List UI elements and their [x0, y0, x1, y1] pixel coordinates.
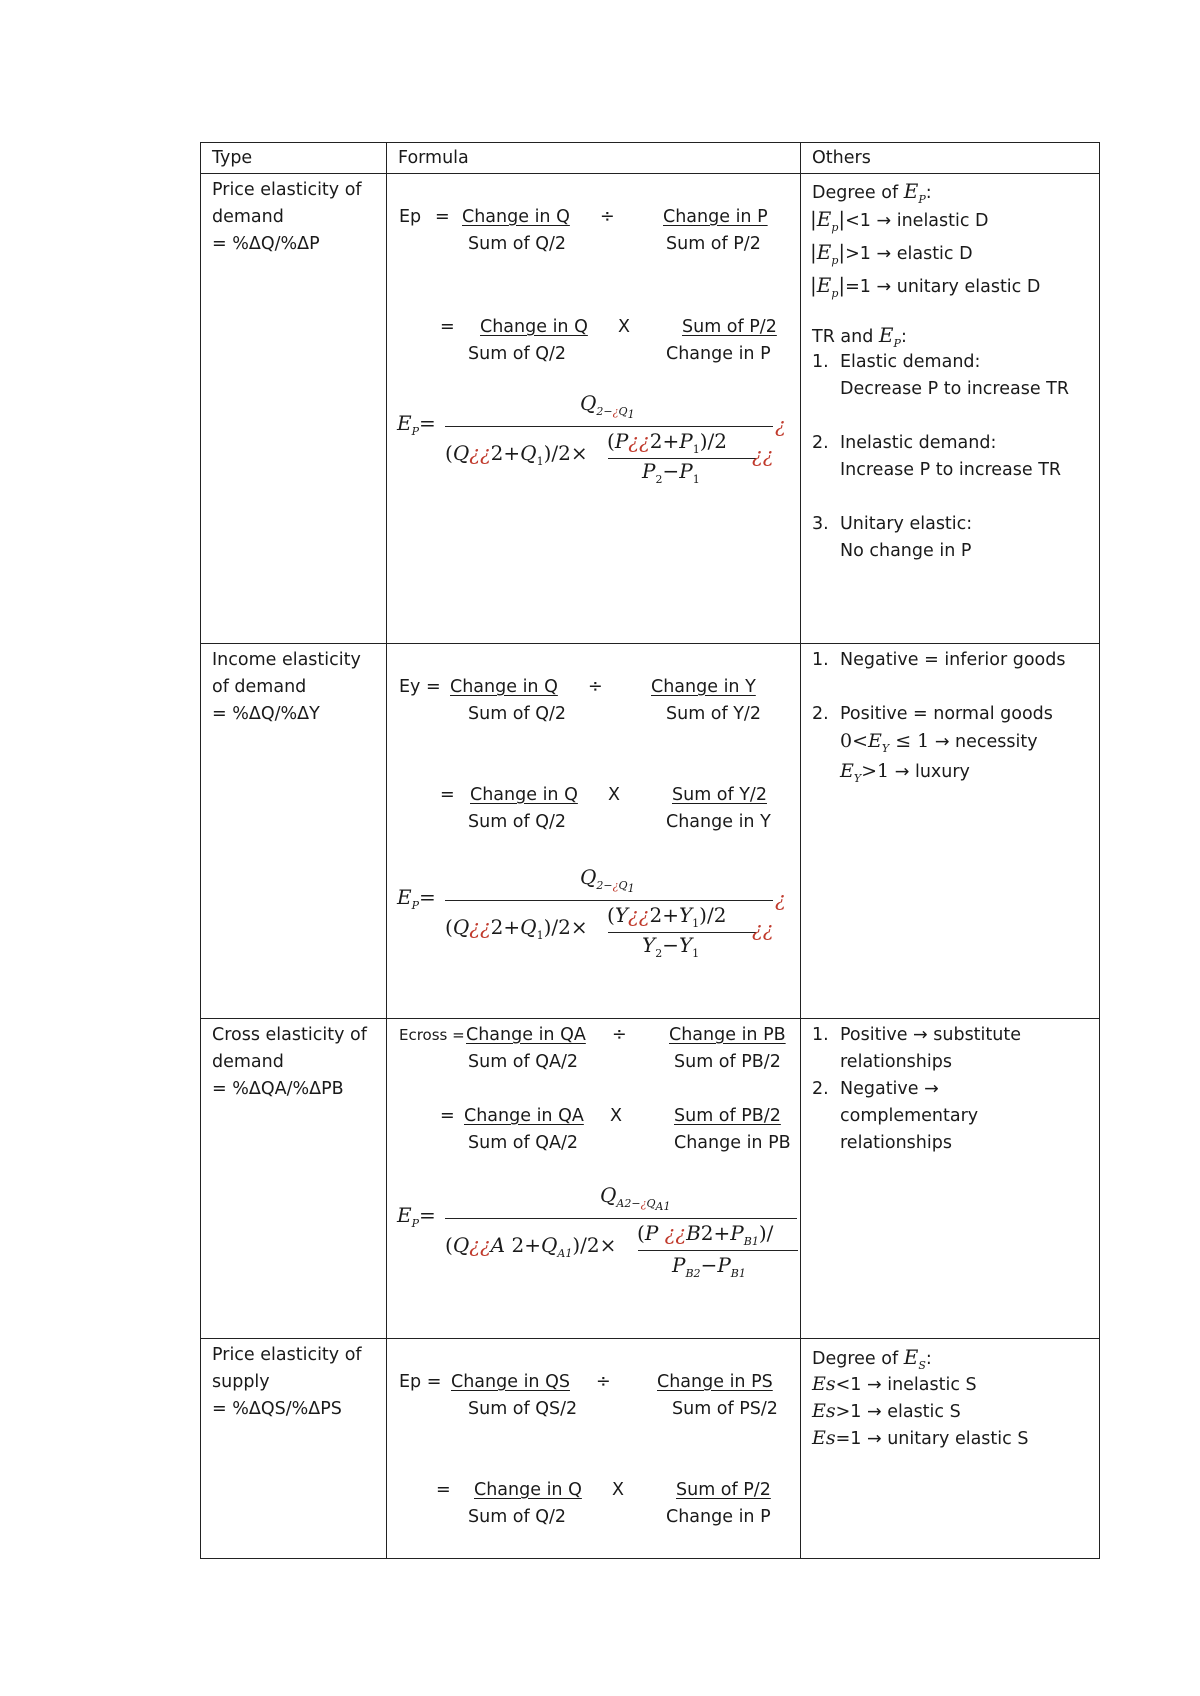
formula-denominator: Sum of PS/2	[672, 1399, 778, 1419]
formula-denominator: Sum of QA/2	[468, 1133, 579, 1153]
formula-lhs: Ecross =	[399, 1026, 465, 1044]
type-line: demand	[212, 207, 284, 227]
formula-eq: =	[436, 1480, 451, 1500]
luxury-line: $E_Y>1$ → luxury	[840, 760, 970, 785]
multiply-operator: X	[612, 1480, 624, 1500]
formula-denominator: Sum of Q/2	[468, 344, 567, 364]
formula-denominator: Sum of QA/2	[468, 1052, 579, 1072]
formula-denominator: Sum of P/2	[666, 234, 761, 254]
list-item: 1. Positive → substitute	[812, 1025, 1021, 1045]
formula-eq: =	[435, 207, 450, 227]
formula-denominator: Sum of Y/2	[666, 704, 761, 724]
formula-eq: =	[440, 1106, 455, 1126]
formula-numerator: Change in Y	[651, 677, 756, 697]
formula-numerator: Sum of P/2	[676, 1480, 771, 1500]
formula-numerator: Change in QS	[451, 1372, 570, 1392]
formula-denominator: Sum of Q/2	[468, 234, 567, 254]
formula-numerator: Change in P	[663, 207, 768, 227]
list-item: 1. Elastic demand:	[812, 352, 981, 372]
divide-operator: ÷	[600, 207, 615, 227]
formula-numerator: Sum of Y/2	[672, 785, 767, 805]
multiply-operator: X	[608, 785, 620, 805]
list-item-sub: relationships	[840, 1052, 952, 1072]
type-line: Income elasticity	[212, 650, 361, 670]
formula-numerator: Sum of P/2	[682, 317, 777, 337]
divide-operator: ÷	[588, 677, 603, 697]
type-line: = %ΔQ/%ΔP	[212, 234, 320, 254]
formula-denominator: Sum of Q/2	[468, 812, 567, 832]
divide-operator: ÷	[612, 1025, 627, 1045]
tr-label: TR and $E_P$:	[812, 323, 907, 350]
formula-numerator: Sum of PB/2	[674, 1106, 781, 1126]
type-line: Cross elasticity of	[212, 1025, 367, 1045]
formula-numerator: Change in QA	[464, 1106, 584, 1126]
type-line: Price elasticity of	[212, 1345, 362, 1365]
formula-numerator: Change in QA	[466, 1025, 586, 1045]
degree-item: Es=1 → unitary elastic S	[812, 1427, 1029, 1449]
formula-numerator: Change in PB	[669, 1025, 786, 1045]
formula-denominator: Sum of Q/2	[468, 704, 567, 724]
formula-numerator: Change in Q	[450, 677, 558, 697]
list-item-sub: Increase P to increase TR	[840, 460, 1062, 480]
degree-item: Es<1 → inelastic S	[812, 1373, 977, 1395]
degree-item: $|E_p|<1$ → inelastic D	[810, 207, 989, 234]
formula-denominator: Change in P	[666, 1507, 771, 1527]
list-item: 1. Negative = inferior goods	[812, 650, 1066, 670]
divide-operator: ÷	[596, 1372, 611, 1392]
column-divider-1	[386, 142, 387, 1559]
header-divider	[200, 173, 1100, 174]
degree-label: Degree of $E_S$:	[812, 1345, 932, 1372]
header-formula: Formula	[398, 148, 469, 168]
list-item: 3. Unitary elastic:	[812, 514, 973, 534]
formula-denominator: Sum of Q/2	[468, 1507, 567, 1527]
type-line: = %ΔQS/%ΔPS	[212, 1399, 342, 1419]
formula-denominator: Sum of PB/2	[674, 1052, 781, 1072]
elasticity-table: Type Formula Others Price elasticity of demand = %ΔQ/%ΔP Ep = Change in Q Sum of Q/2 ÷ Change in P Sum of P/2 = Change in Q Sum of Q/2 X Sum of P/2 Change in P $E_P=$ $Q_{2-¿Q_1}$ ¿ $(Q¿¿2+Q_1)/2\times$ $(P¿¿2+P_1)/2$ $P_2-P_1$ ¿¿ Degree of $E_P$: $|E_p|<1$ → inelastic D $|E_p|>1$ → elastic D $|E_p|=1$ → unitary elastic D TR and $E_P$: 1. Elastic demand: Decrease P to increase TR 2. Inelastic demand: Increase P to increase TR 3. Unitary elastic: No change in P Income elasticity of demand = %ΔQ/%ΔY Ey = Change in Q Sum of Q/2 ÷ Change in Y Sum of Y/2 = Change in Q Sum of Q/2 X Sum of Y/2 Change in Y $E_P=$ $Q_{2-¿Q_1}$ ¿ $(Q¿¿2+Q_1)/2\times$ $(Y¿¿2+Y_1)/2$ $Y_2-Y_1$ ¿¿ 1. Negative = inferior goods 2. Positive = normal goods $0<E_Y \le 1$ → necessity $E_Y>1$ → luxury Cross elasticity of demand = %ΔQA/%ΔPB Ecross = Change in QA Sum of QA/2 ÷ Change in PB Sum of PB/2 = Change in QA Sum of QA/2 X Sum of PB/2 Change in PB $E_P=$ $Q_{A2-¿Q_{A1}}$ (Q¿¿A $2+Q_{A1})/2\times$ (P ¿¿$B2+P_{B1})/$ $P_{B2}-P_{B1}$ 1. Positive → substitute relationships 2. Negative → complementary relationships Price elasticity of supply = %ΔQS/%ΔPS Ep = Change in QS Sum of QS/2 ÷ Change in PS Sum of PS/2 = Change in Q Sum of Q/2 X Sum of P/2 Change in P Degree of $E_S$: Es<1 → inelastic S Es>1 → elastic S Es=1 → unitary elastic S	[200, 142, 1100, 1559]
column-divider-2	[800, 142, 801, 1559]
formula-lhs: Ep =	[399, 1372, 442, 1392]
header-others: Others	[812, 148, 871, 168]
type-line: of demand	[212, 677, 307, 697]
type-line: demand	[212, 1052, 284, 1072]
list-item: 2. Negative →	[812, 1079, 939, 1099]
type-line: = %ΔQA/%ΔPB	[212, 1079, 344, 1099]
list-item: 2. Inelastic demand:	[812, 433, 997, 453]
table-border-left	[200, 142, 201, 1559]
formula-numerator: Change in Q	[462, 207, 570, 227]
table-border-bottom	[200, 1558, 1100, 1559]
formula-numerator: Change in Q	[474, 1480, 582, 1500]
formula-denominator: Change in P	[666, 344, 771, 364]
formula-lhs: Ey =	[399, 677, 441, 697]
list-item-sub: No change in P	[840, 541, 972, 561]
formula-numerator: Change in Q	[480, 317, 588, 337]
multiply-operator: X	[610, 1106, 622, 1126]
header-type: Type	[212, 148, 253, 168]
degree-item: $|E_p|=1$ → unitary elastic D	[810, 273, 1041, 300]
formula-lhs: Ep	[399, 207, 422, 227]
type-line: Price elasticity of	[212, 180, 362, 200]
list-item-sub: complementary	[840, 1106, 979, 1126]
list-item: 2. Positive = normal goods	[812, 704, 1053, 724]
table-border-right	[1099, 142, 1100, 1559]
necessity-line: $0<E_Y \le 1$ → necessity	[840, 730, 1038, 755]
type-line: supply	[212, 1372, 270, 1392]
formula-denominator: Change in Y	[666, 812, 771, 832]
row-divider-3	[200, 1338, 1100, 1339]
formula-numerator: Change in Q	[470, 785, 578, 805]
degree-label: Degree of $E_P$:	[812, 179, 932, 206]
multiply-operator: X	[618, 317, 630, 337]
type-line: = %ΔQ/%ΔY	[212, 704, 320, 724]
formula-denominator: Change in PB	[674, 1133, 791, 1153]
table-border-top	[200, 142, 1100, 143]
formula-denominator: Sum of QS/2	[468, 1399, 578, 1419]
list-item-sub: Decrease P to increase TR	[840, 379, 1070, 399]
row-divider-1	[200, 643, 1100, 644]
degree-item: Es>1 → elastic S	[812, 1400, 961, 1422]
list-item-sub: relationships	[840, 1133, 952, 1153]
row-divider-2	[200, 1018, 1100, 1019]
degree-item: $|E_p|>1$ → elastic D	[810, 240, 973, 267]
formula-eq: =	[440, 317, 455, 337]
formula-eq: =	[440, 785, 455, 805]
formula-numerator: Change in PS	[657, 1372, 773, 1392]
